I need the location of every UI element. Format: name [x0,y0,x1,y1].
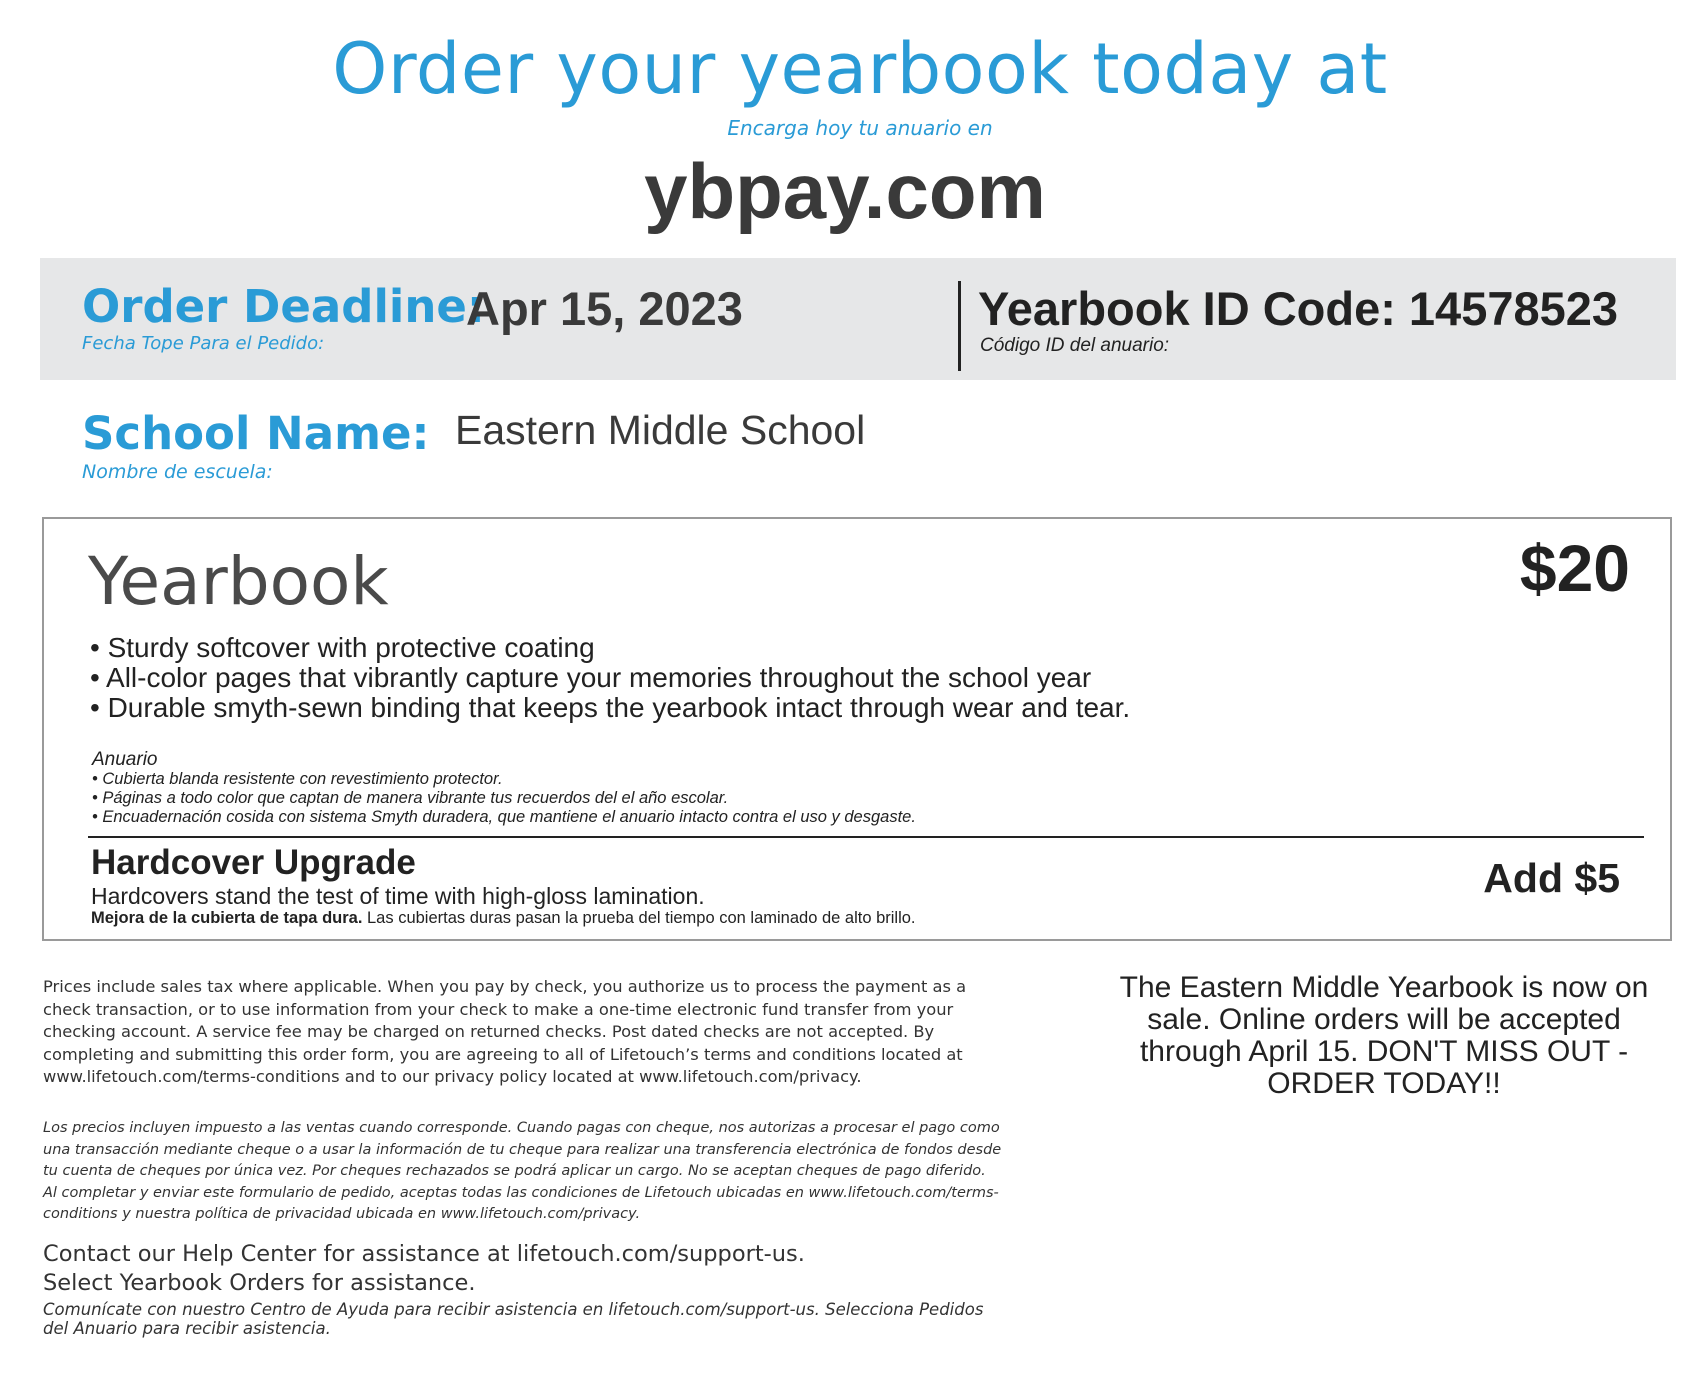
school-name-value: Eastern Middle School [455,407,866,453]
headline-spanish: Encarga hoy tu anuario en [727,116,993,140]
yearbook-id-code-spanish: Código ID del anuario: [980,335,1170,356]
sale-announcement: The Eastern Middle Yearbook is now on sale. Online orders will be accepted through April 15. DON'T MISS OUT - ORDER TODAY!! [1119,971,1649,1100]
hardcover-upgrade-price: Add $5 [1483,855,1620,901]
feature-item-spanish: • Páginas a todo color que captan de manera vibrante tus recuerdos del el año escolar. [92,789,729,807]
terms-english: Prices include sales tax where applicable. When you pay by check, you authorize us to process the payment as a check transaction, or to use information from your check to make a one-time electronic fund transfer from your checking account. A service fee may be charged on returned checks. Post dated checks are not accepted. By completing and submitting this order form, you are agreeing to all of Lifetouch’s terms and conditions located at www.lifetouch.com/terms-conditions and to our privacy policy located at www.lifetouch.com/privacy. [43,977,967,1086]
feature-list [90,633,1130,723]
product-title-spanish: Anuario [92,749,158,770]
terms-spanish: Los precios incluyen impuesto a las ventas cuando corresponde. Cuando pagas con cheque, nos autorizas a procesar el pago como una transacción mediante cheque o a usar la información de tu cheque para realizar una transferencia electrónica de fondos desde tu cuenta de cheques por única vez. Por cheques rechazados se podrá aplicar un cargo. No se aceptan cheques de pago diferido. Al completar y enviar este formulario de pedido, aceptas todas las condiciones de Lifetouch ubicadas en www.lifetouch.com/terms-conditions y nuestra política de privacidad ubicada en www.lifetouch.com/privacy. [43,1120,1002,1223]
bar-divider [958,281,961,371]
school-name-label-spanish: Nombre de escuela: [82,461,273,483]
feature-item: • Sturdy softcover with protective coating [90,632,595,663]
product-divider [88,836,1644,838]
product-price: $20 [1519,531,1630,605]
hardcover-upgrade-spanish-bold: Mejora de la cubierta de tapa dura. [91,909,363,927]
help-center-text-spanish: Comunícate con nuestro Centro de Ayuda para recibir asistencia en lifetouch.com/support-us. Selecciona Pedidos del Anuario para recibir asistencia. [43,1300,984,1338]
product-title: Yearbook [88,543,389,620]
hardcover-upgrade-description: Hardcovers stand the test of time with high-gloss lamination. [91,883,705,909]
school-name-label: School Name: [82,407,430,460]
hardcover-upgrade-description-spanish [91,909,916,928]
yearbook-id-code: Yearbook ID Code: 14578523 [978,282,1619,335]
order-deadline-label: Order Deadline: [82,280,485,333]
order-deadline-date: Apr 15, 2023 [466,282,743,335]
feature-item: • All-color pages that vibrantly capture your memories throughout the school year [90,662,1092,693]
help-center-text [43,1240,943,1298]
help-line: Contact our Help Center for assistance at lifetouch.com/support-us. [43,1241,805,1267]
feature-list-spanish [92,770,916,827]
feature-item-spanish: • Encuadernación cosida con sistema Smyth duradera, que mantiene el anuario intacto contra el uso y desgaste. [92,808,916,826]
site-url: ybpay.com [644,147,1046,235]
hardcover-upgrade-spanish-text: Las cubiertas duras pasan la prueba del tiempo con laminado de alto brillo. [362,909,916,927]
feature-item-spanish: • Cubierta blanda resistente con revestimiento protector. [92,770,503,788]
help-line: Select Yearbook Orders for assistance. [43,1270,476,1296]
order-deadline-label-spanish: Fecha Tope Para el Pedido: [82,333,325,354]
hardcover-upgrade-title: Hardcover Upgrade [91,843,416,882]
feature-item: • Durable smyth-sewn binding that keeps the yearbook intact through wear and tear. [90,692,1131,723]
headline: Order your yearbook today at [332,28,1388,110]
